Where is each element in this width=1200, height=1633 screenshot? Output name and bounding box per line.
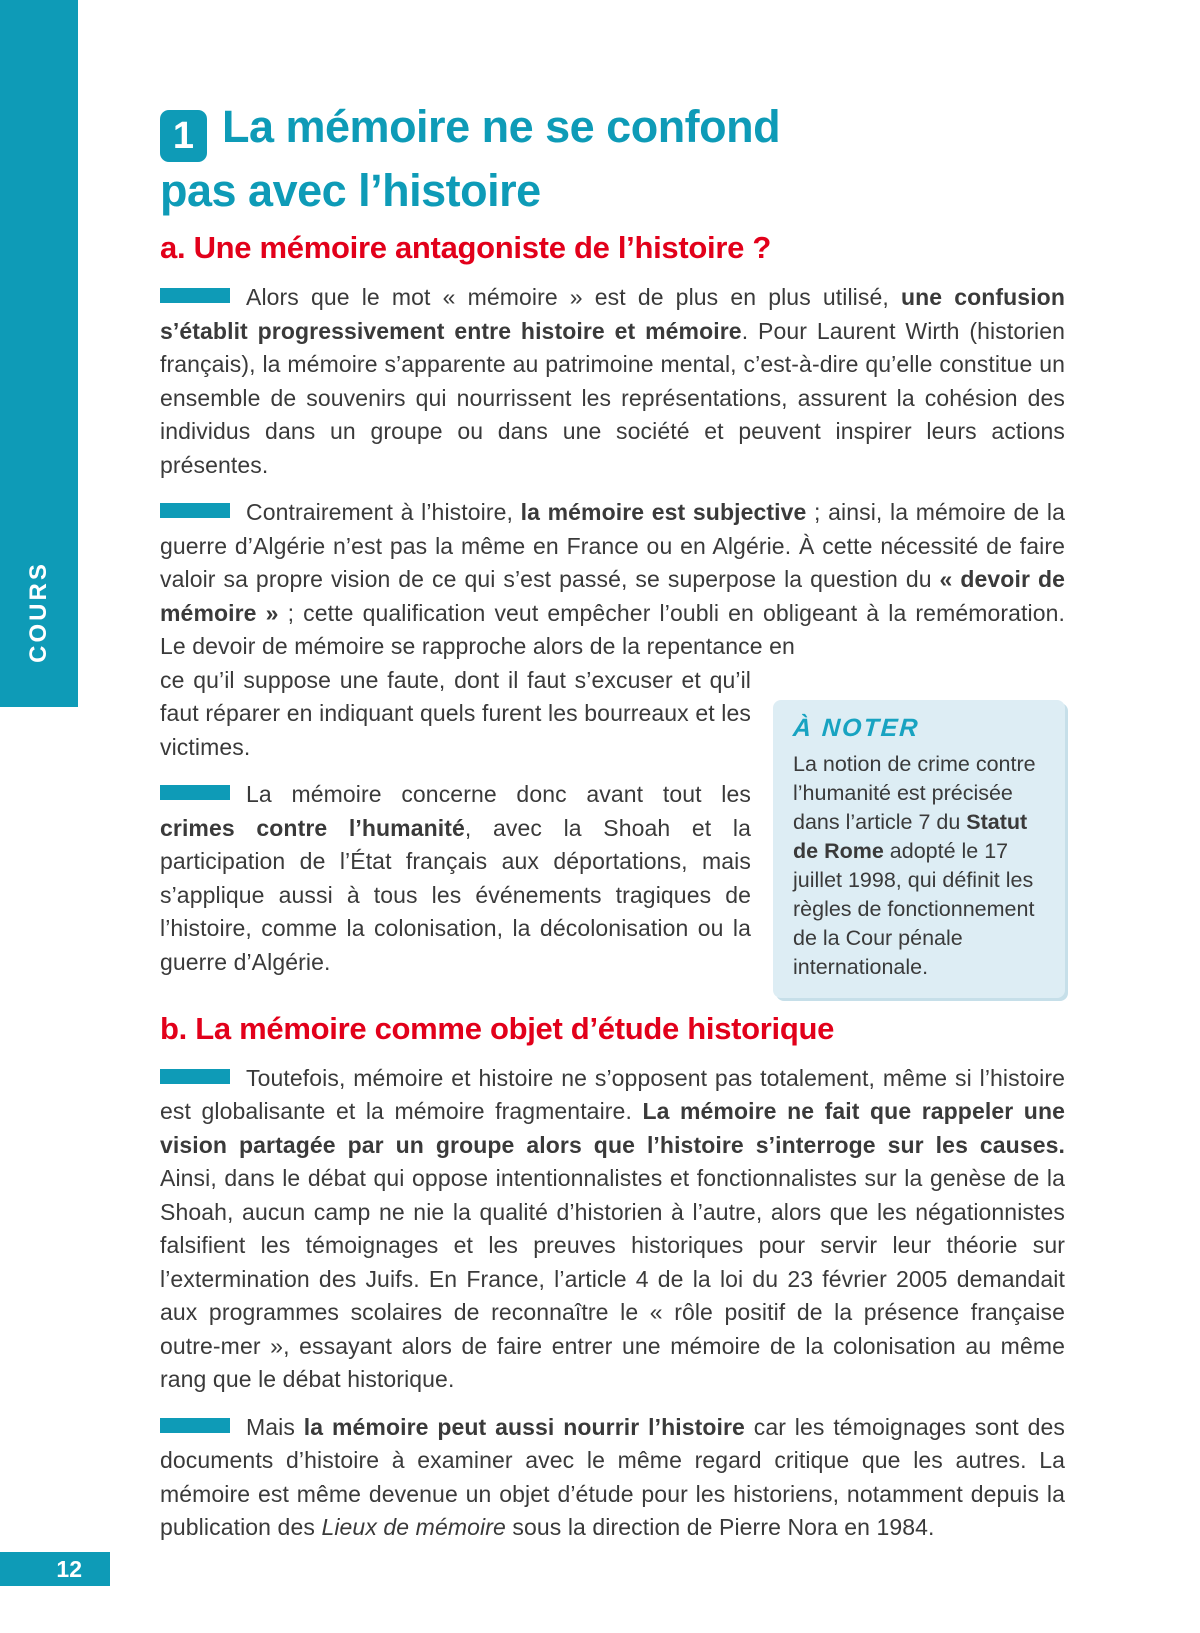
chapter-title (160, 98, 1065, 219)
paragraph-2-continued-text: ce qu’il suppose une faute, dont il faut s’excuser et qu’il faut réparer en indiquant quels furent les bourreaux et les victimes. (160, 666, 751, 760)
section-heading-b: b. La mémoire comme objet d’étude historique (160, 1010, 835, 1046)
paragraph-4 (160, 1062, 1065, 1397)
text-with-note-section (160, 664, 1065, 980)
chapter-number-badge: 1 (160, 110, 207, 162)
bullet-icon (160, 1069, 230, 1084)
section-heading-a: a. Une mémoire antagoniste de l’histoire ? (160, 230, 771, 265)
a-noter-callout (773, 700, 1065, 998)
chapter-title-line-2 (160, 162, 1065, 219)
paragraph-5 (160, 1411, 1065, 1545)
chapter-title-text-2: pas avec l’histoire (160, 165, 541, 216)
paragraph-1-text: Alors que le mot « mémoire » est de plus en plus utilisé, une confusion s’établit progressivement entre histoire et mémoire. Pour Laurent Wirth (historien français), la mémoire s’apparente au patrimoine mental, c’est-à-dire qu’elle constitue un ensemble de souvenirs qui nourrissent les représentations, assurent la cohésion des individus dans un groupe ou dans une société et peuvent inspirer leurs actions présentes. (160, 284, 1065, 478)
page-number-badge: 12 (0, 1552, 110, 1586)
paragraph-2 (160, 496, 1065, 664)
bullet-icon (160, 785, 230, 800)
bullet-icon (160, 288, 230, 303)
paragraph-2-text: Contrairement à l’histoire, la mémoire est subjective ; ainsi, la mémoire de la guerre d’Algérie n’est pas la même en France ou en Algérie. À cette nécessité de faire valoir sa propre vision de ce qui s’est passé, se superpose la question du « devoir de mémoire » ; cette qualification veut empêcher l’oubli en obligeant à la remémoration. Le devoir de mémoire se rapproche alors de la repentance en (160, 499, 1065, 659)
bullet-icon (160, 1418, 230, 1433)
paragraph-4-text: Toutefois, mémoire et histoire ne s’opposent pas totalement, même si l’histoire est globalisante et la mémoire fragmentaire. La mémoire ne fait que rappeler une vision partagée par un groupe alors que l’histoire s’interroge sur les causes. Ainsi, dans le débat qui oppose intentionnalistes et fonctionnalistes sur la genèse de la Shoah, aucun camp ne nie la qualité d’historien à l’autre, alors que les négationnistes falsifient les témoignages et les preuves historiques pour servir leur théorie sur l’extermination des Juifs. En France, l’article 4 de la loi du 23 février 2005 demandait aux programmes scolaires de reconnaître le « rôle positif de la présence française outre-mer », essayant alors de faire entrer une mémoire de la colonisation au même rang que le débat historique. (160, 1064, 1065, 1392)
bullet-icon (160, 503, 230, 518)
paragraph-3-text: La mémoire concerne donc avant tout les crimes contre l’humanité, avec la Shoah et la participation de l’État français aux déportations, mais s’applique aussi à tous les événements tragiques de l’histoire, comme la colonisation, la décolonisation ou la guerre d’Algérie. (160, 781, 751, 975)
paragraph-5-text: Mais la mémoire peut aussi nourrir l’histoire car les témoignages sont des documents d’histoire à examiner avec le même regard critique que les autres. La mémoire est même devenue un objet d’étude pour les historiens, notamment depuis la publication des Lieux de mémoire sous la direction de Pierre Nora en 1984. (160, 1413, 1065, 1540)
page-content (160, 98, 1065, 1545)
chapter-title-line-1 (160, 98, 1065, 162)
paragraph-1 (160, 281, 1065, 482)
cours-tab-label: COURS (25, 561, 52, 663)
note-body: La notion de crime contre l’humanité est précisée dans l’article 7 du Statut de Rome adopté le 17 juillet 1998, qui définit les règles de fonctionnement de la Cour pénale internationale. (793, 751, 1036, 979)
note-label: À NOTER (792, 713, 921, 742)
chapter-title-text-1: La mémoire ne se confond (222, 101, 781, 152)
